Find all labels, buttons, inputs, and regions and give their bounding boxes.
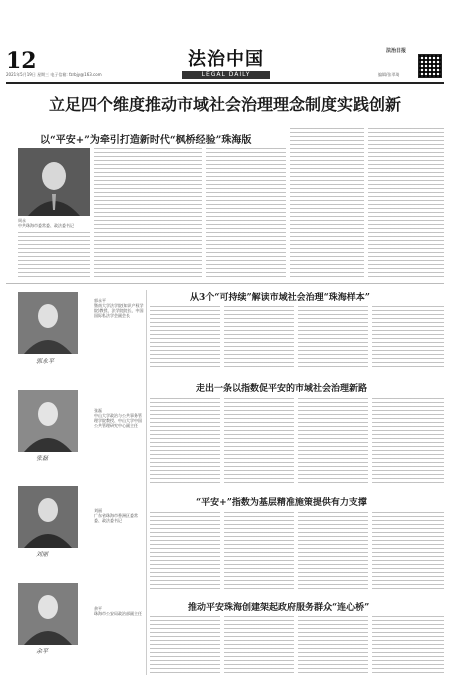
article-text — [18, 232, 90, 278]
portrait-icon — [18, 148, 90, 216]
caption-name: 刘丽 — [94, 508, 102, 513]
portrait-caption — [18, 218, 90, 228]
caption-role: 广东省珠海市香洲区委常委、政法委书记 — [94, 513, 138, 523]
article-text — [372, 512, 444, 590]
section-title: 从3个“可持续”解读市域社会治理“珠海样本” — [190, 293, 370, 303]
article-text — [150, 306, 220, 370]
article-text — [298, 306, 368, 370]
masthead — [182, 50, 270, 79]
signature: 余平 — [36, 648, 49, 655]
portrait-icon — [18, 486, 78, 548]
section-title: 以“平安+”为牵引打造新时代“枫桥经验”珠海版 — [40, 135, 252, 146]
caption-name: 张磊 — [94, 408, 102, 413]
caption-role: 中山大学政治与公共事务管理学院教授、中山大学中国公共管理研究中心副主任 — [94, 413, 142, 428]
caption-role: 暨南大学法学院(知识产权学院)教授、法学院院长、中国国际私法学会副会长 — [94, 303, 144, 318]
article-text — [150, 398, 220, 486]
portrait-caption — [94, 606, 144, 616]
qr-code — [418, 54, 442, 78]
masthead-subtitle: LEGAL DAILY — [182, 71, 270, 79]
portrait-photo — [18, 292, 78, 354]
section-title: “平安+”指数为基层精准施策提供有力支撑 — [196, 498, 367, 508]
article-text — [224, 512, 294, 590]
article-text — [372, 398, 444, 486]
signature: 刘丽 — [36, 551, 49, 558]
caption-name: 周永 — [18, 218, 26, 223]
signature: 郭永平 — [36, 358, 55, 365]
caption-role: 珠海市公安局政治部副主任 — [94, 611, 142, 616]
section-title: 推动平安珠海创建架起政府服务群众“连心桥” — [188, 603, 370, 613]
section-title: 走出一条以指数促平安的市域社会治理新路 — [196, 384, 368, 394]
editor-line: 编辑/张翠琦 — [378, 72, 400, 77]
article-text — [298, 512, 368, 590]
section-divider — [6, 283, 444, 284]
article-text — [94, 148, 202, 278]
signature: 张磊 — [36, 455, 49, 462]
article-text — [224, 398, 294, 486]
dateline: 2021年5月19日 星期三 电子信箱: fzrbjy@163.com — [6, 72, 102, 77]
newspaper-logo: 法治日报 — [386, 48, 407, 54]
article-text — [206, 148, 286, 278]
article-text — [298, 398, 368, 486]
portrait-photo — [18, 390, 78, 452]
portrait-photo — [18, 583, 78, 645]
article-text — [368, 128, 444, 278]
portrait-caption — [94, 298, 144, 318]
main-headline: 立足四个维度推动市域社会治理理念制度实践创新 — [48, 95, 401, 114]
column-divider — [146, 290, 147, 675]
caption-name: 郭永平 — [94, 298, 106, 303]
portrait-icon — [18, 583, 78, 645]
portrait-caption — [94, 408, 144, 428]
article-text — [290, 128, 364, 278]
caption-name: 余平 — [94, 606, 102, 611]
page-number: 12 — [6, 48, 37, 74]
portrait-photo — [18, 148, 90, 216]
masthead-title: 法治中国 — [188, 49, 264, 70]
portrait-caption — [94, 508, 144, 523]
portrait-icon — [18, 390, 78, 452]
article-text — [150, 512, 220, 590]
article-text — [372, 616, 444, 676]
article-text — [298, 616, 368, 676]
article-text — [150, 616, 220, 676]
article-text — [224, 616, 294, 676]
header-rule — [6, 82, 444, 84]
portrait-photo — [18, 486, 78, 548]
article-text — [224, 306, 294, 370]
article-text — [372, 306, 444, 370]
caption-role: 中共珠海市委常委、政法委书记 — [18, 223, 74, 228]
portrait-icon — [18, 292, 78, 354]
